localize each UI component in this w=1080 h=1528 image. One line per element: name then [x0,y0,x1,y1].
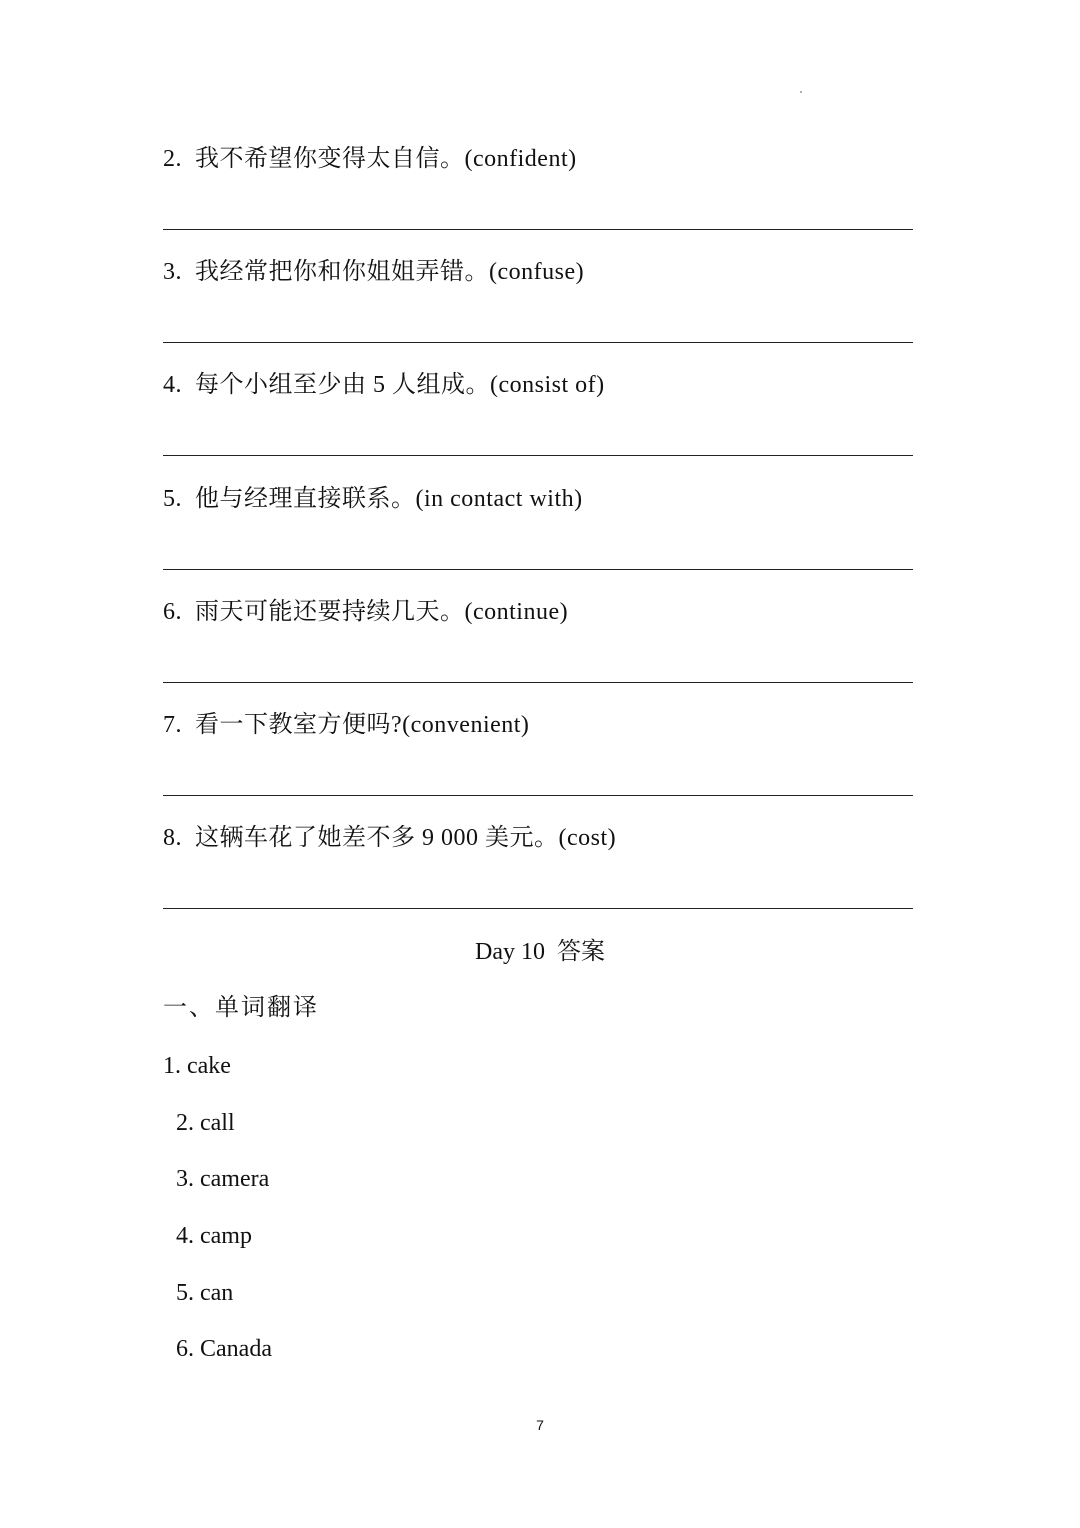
answer-item [163,1051,231,1081]
answer-line-8 [163,908,913,909]
question-number: 5. [163,486,182,512]
question-number: 7. [163,712,182,738]
answer-number: 2. [176,1110,194,1136]
question-2 [163,144,577,174]
answer-word: camp [200,1223,252,1249]
answer-item [176,1334,272,1364]
answer-number: 4. [176,1223,194,1249]
answer-item [176,1164,269,1194]
question-text: 看一下教室方便吗?(convenient) [195,712,530,738]
answer-item [176,1221,252,1251]
answer-item [176,1108,235,1138]
answer-number: 3. [176,1166,194,1192]
answer-number: 6. [176,1336,194,1362]
answer-word: cake [187,1053,231,1079]
question-text: 我不希望你变得太自信。(confident) [195,146,577,172]
answer-word: Canada [200,1336,272,1362]
answer-line-5 [163,569,913,570]
answer-heading: Day 10 答案 [475,939,605,965]
question-text: 他与经理直接联系。(in contact with) [195,486,583,512]
answer-number: 1. [163,1053,181,1079]
page-number: 7 [536,1417,544,1433]
question-number: 2. [163,146,182,172]
question-number: 3. [163,259,182,285]
answer-line-7 [163,795,913,796]
question-number: 4. [163,372,182,398]
question-8 [163,823,616,853]
question-6 [163,597,568,627]
answer-line-4 [163,455,913,456]
question-text: 我经常把你和你姐姐弄错。(confuse) [195,259,585,285]
answer-item [176,1278,233,1308]
question-text: 每个小组至少由 5 人组成。(consist of) [195,372,605,398]
answer-line-2 [163,229,913,230]
question-text: 这辆车花了她差不多 9 000 美元。(cost) [195,825,617,851]
question-number: 6. [163,599,182,625]
scan-dot [800,91,802,93]
question-number: 8. [163,825,182,851]
question-7 [163,710,529,740]
answer-line-6 [163,682,913,683]
question-text: 雨天可能还要持续几天。(continue) [195,599,569,625]
answer-number: 5. [176,1280,194,1306]
answer-word: can [200,1280,234,1306]
question-3 [163,257,584,287]
question-5 [163,484,583,514]
question-4 [163,370,605,400]
answer-word: call [200,1110,235,1136]
answer-line-3 [163,342,913,343]
answer-word: camera [200,1166,270,1192]
section-title: 一、单词翻译 [163,995,319,1021]
